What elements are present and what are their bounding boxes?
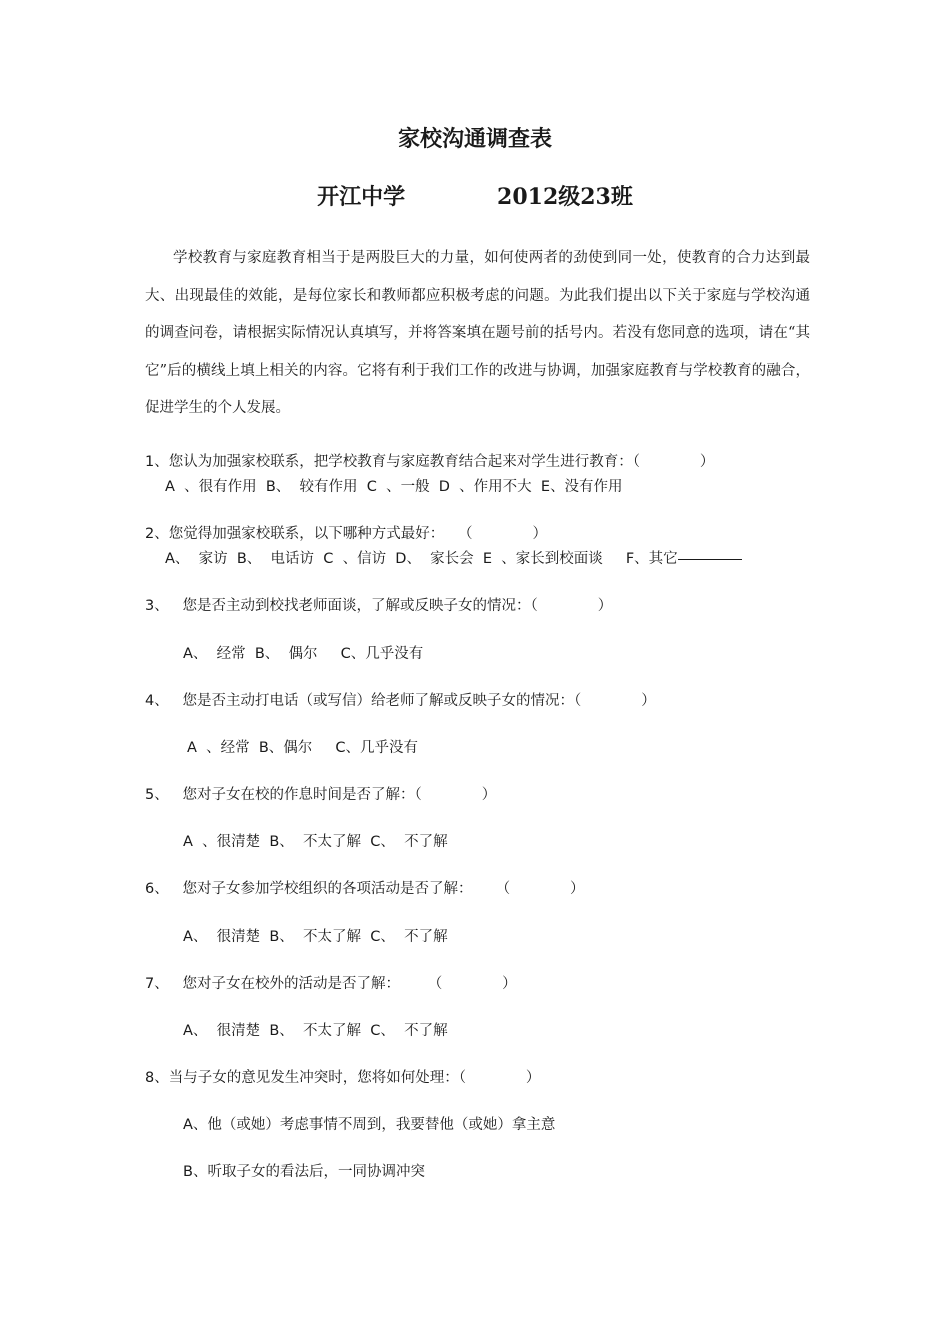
question-5-options: A 、很清楚 B、 不太了解 C、 不了解 xyxy=(183,834,448,850)
question-7: 7、 您对子女在校外的活动是否了解： （ ） xyxy=(145,976,517,992)
question-4: 4、 您是否主动打电话（或写信）给老师了解或反映子女的情况：（ ） xyxy=(145,693,656,709)
question-2-options-row xyxy=(165,547,742,568)
question-8-option-a: A、他（或她）考虑事情不周到，我要替他（或她）拿主意 xyxy=(183,1117,556,1133)
question-8: 8、当与子女的意见发生冲突时，您将如何处理：（ ） xyxy=(145,1070,541,1086)
question-5: 5、 您对子女在校的作息时间是否了解：（ ） xyxy=(145,787,497,803)
question-3-options: A、 经常 B、 偶尔 C、几乎没有 xyxy=(183,646,424,662)
question-7-options: A、 很清楚 B、 不太了解 C、 不了解 xyxy=(183,1023,448,1039)
document-title: 家校沟通调查表 xyxy=(397,126,552,152)
intro-body: 相当于是两股巨大的力量，如何使两者的劲使到同一处，使教育的合力达到最大、出现最佳的效能，是每位家长和教师都应积极考虑的问题。为此我们提出以下关于家庭与学校沟通的调查问卷，请根据实际情况认真填写，并将答案填在题号前的括号内。若没有您同意的选项，请在“其它”后的横线上填上相关的内容。它将有利于我们工作的改进与协调，加强家庭教育与学校教育的融合，促进学生的个人发展。 xyxy=(145,250,811,416)
question-2-options: A、 家访 B、 电话访 C 、信访 D、 家长会 E 、家长到校面谈 F、其它 xyxy=(165,551,678,567)
intro-lead: 学校教育与家庭教育 xyxy=(173,250,307,266)
question-3: 3、 您是否主动到校找老师面谈，了解或反映子女的情况：（ ） xyxy=(145,598,613,614)
question-1: 1、您认为加强家校联系，把学校教育与家庭教育结合起来对学生进行教育：（ ） xyxy=(145,454,715,470)
question-4-options: A 、经常 B、偶尔 C、几乎没有 xyxy=(187,740,418,756)
other-answer-line[interactable] xyxy=(678,559,742,560)
question-6-options: A、 很清楚 B、 不太了解 C、 不了解 xyxy=(183,929,448,945)
school-class-heading: 开江中学 2012级23班 xyxy=(317,184,633,210)
intro-paragraph xyxy=(145,240,810,428)
question-6: 6、 您对子女参加学校组织的各项活动是否了解： （ ） xyxy=(145,881,585,897)
question-8-option-b: B、听取子女的看法后，一同协调冲突 xyxy=(183,1164,425,1180)
question-2: 2、您觉得加强家校联系，以下哪种方式最好： （ ） xyxy=(145,526,547,542)
question-1-options: A 、很有作用 B、 较有作用 C 、一般 D 、作用不大 E、没有作用 xyxy=(165,479,623,495)
